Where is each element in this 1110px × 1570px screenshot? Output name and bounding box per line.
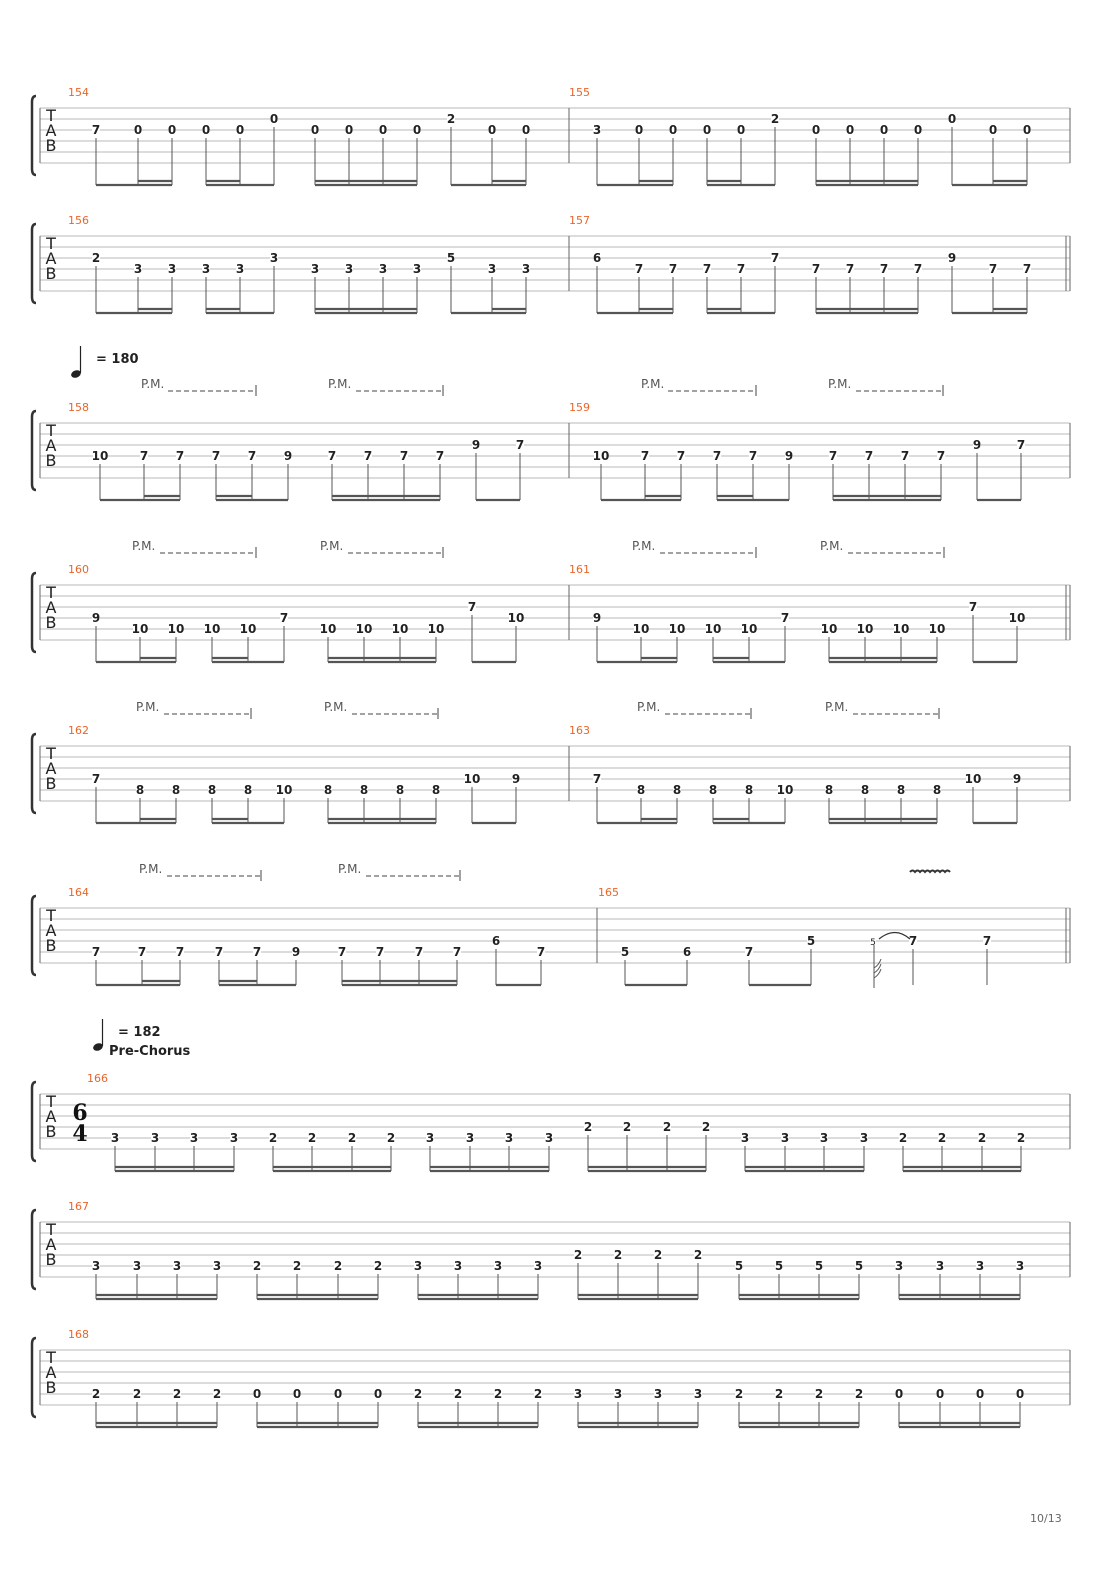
tempo-marking: = 182 <box>118 1025 161 1040</box>
fret-number: 3 <box>412 262 422 276</box>
fret-number: 9 <box>291 945 301 959</box>
fret-number: 2 <box>212 1387 222 1401</box>
fret-number: 0 <box>412 123 422 137</box>
fret-number: 3 <box>487 262 497 276</box>
palm-mute-label: P.M. <box>139 862 163 876</box>
fret-number: 9 <box>972 438 982 452</box>
fret-number: 7 <box>214 945 224 959</box>
staff-bracket <box>32 1082 36 1161</box>
fret-number: 3 <box>521 262 531 276</box>
tab-clef-letter: A <box>45 598 57 617</box>
measure-number: 160 <box>68 563 89 576</box>
fret-number: 0 <box>333 1387 343 1401</box>
fret-number: 3 <box>150 1131 160 1145</box>
system-5 <box>32 700 1070 823</box>
fret-number: 3 <box>544 1131 554 1145</box>
fret-number: 2 <box>533 1387 543 1401</box>
fret-number: 10 <box>91 449 109 463</box>
tab-clef-letter: B <box>45 264 57 283</box>
fret-number: 0 <box>378 123 388 137</box>
fret-number: 3 <box>91 1259 101 1273</box>
fret-number: 7 <box>828 449 838 463</box>
tab-clef-letter: A <box>45 121 57 140</box>
fret-number: 7 <box>137 945 147 959</box>
fret-number: 3 <box>740 1131 750 1145</box>
staff-bracket <box>32 96 36 175</box>
fret-number: 10 <box>239 622 257 636</box>
tab-clef-letter: T <box>46 744 56 763</box>
fret-number: 0 <box>894 1387 904 1401</box>
fret-number: 7 <box>327 449 337 463</box>
fret-number: 10 <box>463 772 481 786</box>
fret-number: 7 <box>668 262 678 276</box>
fret-number: 10 <box>820 622 838 636</box>
measure-number: 162 <box>68 724 89 737</box>
staff-bracket <box>32 1210 36 1289</box>
fret-number: 8 <box>932 783 942 797</box>
fret-number: 7 <box>515 438 525 452</box>
tab-clef-letter: B <box>45 1122 57 1141</box>
fret-number: 5 <box>870 938 876 948</box>
fret-number: 3 <box>533 1259 543 1273</box>
tab-clef-letter: A <box>45 921 57 940</box>
fret-number: 9 <box>1012 772 1022 786</box>
fret-number: 7 <box>676 449 686 463</box>
tab-clef-letter: B <box>45 451 57 470</box>
fret-number: 7 <box>864 449 874 463</box>
fret-number: 3 <box>592 123 602 137</box>
fret-number: 7 <box>913 262 923 276</box>
fret-number: 8 <box>431 783 441 797</box>
tab-clef-letter: B <box>45 1378 57 1397</box>
fret-number: 9 <box>471 438 481 452</box>
fret-number: 2 <box>613 1248 623 1262</box>
fret-number: 2 <box>132 1387 142 1401</box>
fret-number: 0 <box>935 1387 945 1401</box>
fret-number: 2 <box>1016 1131 1026 1145</box>
measure-number: 155 <box>569 86 590 99</box>
palm-mute-label: P.M. <box>820 539 844 553</box>
fret-number: 3 <box>413 1259 423 1273</box>
fret-number: 0 <box>913 123 923 137</box>
fret-number: 3 <box>269 251 279 265</box>
fret-number: 8 <box>824 783 834 797</box>
tab-clef-letter: T <box>46 1348 56 1367</box>
fret-number: 7 <box>211 449 221 463</box>
fret-number: 3 <box>1015 1259 1025 1273</box>
palm-mute-label: P.M. <box>320 539 344 553</box>
fret-number: 10 <box>1008 611 1026 625</box>
fret-number: 7 <box>968 600 978 614</box>
fret-number: 7 <box>399 449 409 463</box>
measure-number: 161 <box>569 563 590 576</box>
fret-number: 3 <box>235 262 245 276</box>
fret-number: 2 <box>307 1131 317 1145</box>
fret-number: 0 <box>668 123 678 137</box>
system-6 <box>32 862 1070 988</box>
fret-number: 0 <box>310 123 320 137</box>
fret-number: 7 <box>337 945 347 959</box>
measure-number: 157 <box>569 214 590 227</box>
staff-bracket <box>32 734 36 813</box>
fret-number: 2 <box>854 1387 864 1401</box>
fret-number: 3 <box>453 1259 463 1273</box>
fret-number: 2 <box>814 1387 824 1401</box>
palm-mute-label: P.M. <box>324 700 348 714</box>
fret-number: 8 <box>207 783 217 797</box>
fret-number: 2 <box>770 112 780 126</box>
fret-number: 7 <box>435 449 445 463</box>
fret-number: 7 <box>91 945 101 959</box>
fret-number: 2 <box>653 1248 663 1262</box>
fret-number: 3 <box>613 1387 623 1401</box>
fret-number: 9 <box>784 449 794 463</box>
fret-number: 7 <box>1022 262 1032 276</box>
fret-number: 8 <box>359 783 369 797</box>
fret-number: 7 <box>414 945 424 959</box>
fret-number: 10 <box>203 622 221 636</box>
fret-number: 3 <box>344 262 354 276</box>
section-label: Pre-Chorus <box>109 1044 191 1059</box>
fret-number: 7 <box>634 262 644 276</box>
fret-number: 10 <box>668 622 686 636</box>
staff-bracket <box>32 224 36 303</box>
tab-clef-letter: B <box>45 936 57 955</box>
fret-number: 0 <box>344 123 354 137</box>
vibrato-icon <box>910 871 950 873</box>
tab-clef-letter: A <box>45 1235 57 1254</box>
fret-number: 3 <box>780 1131 790 1145</box>
fret-number: 7 <box>279 611 289 625</box>
fret-number: 10 <box>507 611 525 625</box>
fret-number: 0 <box>988 123 998 137</box>
fret-number: 8 <box>708 783 718 797</box>
fret-number: 0 <box>167 123 177 137</box>
fret-number: 7 <box>748 449 758 463</box>
measure-number: 159 <box>569 401 590 414</box>
measure-number: 154 <box>68 86 89 99</box>
fret-number: 7 <box>139 449 149 463</box>
fret-number: 7 <box>936 449 946 463</box>
fret-number: 0 <box>487 123 497 137</box>
fret-number: 8 <box>171 783 181 797</box>
tab-clef-letter: A <box>45 436 57 455</box>
time-signature-top: 6 <box>72 1100 88 1126</box>
fret-number: 2 <box>373 1259 383 1273</box>
slur-arc <box>879 933 910 940</box>
fret-number: 10 <box>592 449 610 463</box>
fret-number: 3 <box>167 262 177 276</box>
fret-number: 3 <box>201 262 211 276</box>
fret-number: 2 <box>734 1387 744 1401</box>
fret-number: 3 <box>378 262 388 276</box>
fret-number: 7 <box>744 945 754 959</box>
fret-number: 3 <box>212 1259 222 1273</box>
fret-number: 7 <box>91 772 101 786</box>
fret-number: 2 <box>662 1120 672 1134</box>
fret-number: 0 <box>879 123 889 137</box>
fret-number: 7 <box>363 449 373 463</box>
fret-number: 3 <box>573 1387 583 1401</box>
fret-number: 3 <box>975 1259 985 1273</box>
fret-number: 3 <box>133 262 143 276</box>
fret-number: 8 <box>323 783 333 797</box>
fret-number: 7 <box>592 772 602 786</box>
fret-number: 8 <box>636 783 646 797</box>
fret-number: 10 <box>964 772 982 786</box>
fret-number: 3 <box>859 1131 869 1145</box>
tab-clef-letter: B <box>45 613 57 632</box>
measure-number: 163 <box>569 724 590 737</box>
fret-number: 0 <box>702 123 712 137</box>
fret-number: 3 <box>493 1259 503 1273</box>
fret-number: 0 <box>133 123 143 137</box>
fret-number: 3 <box>189 1131 199 1145</box>
fret-number: 9 <box>91 611 101 625</box>
tab-clef-letter: T <box>46 1220 56 1239</box>
fret-number: 10 <box>355 622 373 636</box>
tab-clef-letter: T <box>46 1092 56 1111</box>
fret-number: 7 <box>1016 438 1026 452</box>
palm-mute-label: P.M. <box>338 862 362 876</box>
fret-number: 8 <box>744 783 754 797</box>
tab-clef-letter: T <box>46 583 56 602</box>
fret-number: 10 <box>319 622 337 636</box>
fret-number: 3 <box>504 1131 514 1145</box>
fret-number: 2 <box>333 1259 343 1273</box>
fret-number: 7 <box>640 449 650 463</box>
measure-number: 156 <box>68 214 89 227</box>
fret-number: 7 <box>452 945 462 959</box>
fret-number: 3 <box>310 262 320 276</box>
fret-number: 7 <box>91 123 101 137</box>
tab-clef-letter: T <box>46 106 56 125</box>
fret-number: 10 <box>632 622 650 636</box>
fret-number: 3 <box>894 1259 904 1273</box>
fret-number: 6 <box>592 251 602 265</box>
fret-number: 10 <box>391 622 409 636</box>
staff-bracket <box>32 573 36 652</box>
fret-number: 5 <box>806 934 816 948</box>
fret-number: 7 <box>811 262 821 276</box>
fret-number: 2 <box>413 1387 423 1401</box>
fret-number: 5 <box>774 1259 784 1273</box>
system-7 <box>32 1019 1070 1171</box>
fret-number: 2 <box>774 1387 784 1401</box>
fret-number: 10 <box>740 622 758 636</box>
fret-number: 7 <box>900 449 910 463</box>
fret-number: 7 <box>908 934 918 948</box>
system-1 <box>32 86 1070 185</box>
fret-number: 5 <box>814 1259 824 1273</box>
measure-number: 168 <box>68 1328 89 1341</box>
fret-number: 7 <box>988 262 998 276</box>
fret-number: 0 <box>252 1387 262 1401</box>
measure-number: 164 <box>68 886 89 899</box>
palm-mute-label: P.M. <box>328 377 352 391</box>
tempo-marking: = 180 <box>96 352 139 367</box>
fret-number: 9 <box>947 251 957 265</box>
fret-number: 10 <box>131 622 149 636</box>
fret-number: 0 <box>634 123 644 137</box>
fret-number: 9 <box>592 611 602 625</box>
fret-number: 0 <box>736 123 746 137</box>
fret-number: 2 <box>453 1387 463 1401</box>
fret-number: 7 <box>252 945 262 959</box>
fret-number: 5 <box>734 1259 744 1273</box>
fret-number: 3 <box>819 1131 829 1145</box>
fret-number: 8 <box>395 783 405 797</box>
palm-mute-label: P.M. <box>136 700 160 714</box>
fret-number: 9 <box>511 772 521 786</box>
fret-number: 6 <box>491 934 501 948</box>
fret-number: 2 <box>693 1248 703 1262</box>
fret-number: 0 <box>201 123 211 137</box>
fret-number: 7 <box>702 262 712 276</box>
system-4 <box>32 539 1070 662</box>
fret-number: 8 <box>672 783 682 797</box>
fret-number: 2 <box>446 112 456 126</box>
fret-number: 7 <box>736 262 746 276</box>
fret-number: 3 <box>653 1387 663 1401</box>
fret-number: 10 <box>928 622 946 636</box>
palm-mute-label: P.M. <box>641 377 665 391</box>
measure-number: 167 <box>68 1200 89 1213</box>
fret-number: 10 <box>856 622 874 636</box>
staff-bracket <box>32 1338 36 1417</box>
fret-number: 0 <box>521 123 531 137</box>
fret-number: 7 <box>175 449 185 463</box>
fret-number: 7 <box>845 262 855 276</box>
fret-number: 7 <box>536 945 546 959</box>
page-number: 10/13 <box>1030 1512 1062 1525</box>
system-8 <box>32 1200 1070 1299</box>
fret-number: 3 <box>693 1387 703 1401</box>
palm-mute-label: P.M. <box>637 700 661 714</box>
fret-number: 2 <box>252 1259 262 1273</box>
fret-number: 0 <box>269 112 279 126</box>
fret-number: 6 <box>682 945 692 959</box>
tab-clef-letter: T <box>46 906 56 925</box>
fret-number: 0 <box>373 1387 383 1401</box>
tab-clef-letter: T <box>46 234 56 253</box>
fret-number: 3 <box>935 1259 945 1273</box>
measure-number: 165 <box>598 886 619 899</box>
fret-number: 2 <box>91 251 101 265</box>
fret-number: 3 <box>229 1131 239 1145</box>
fret-number: 2 <box>583 1120 593 1134</box>
palm-mute-label: P.M. <box>141 377 165 391</box>
system-2 <box>32 214 1070 313</box>
fret-number: 0 <box>292 1387 302 1401</box>
fret-number: 10 <box>427 622 445 636</box>
fret-number: 3 <box>110 1131 120 1145</box>
fret-number: 2 <box>701 1120 711 1134</box>
fret-number: 8 <box>896 783 906 797</box>
fret-number: 5 <box>620 945 630 959</box>
fret-number: 9 <box>283 449 293 463</box>
fret-number: 3 <box>132 1259 142 1273</box>
fret-number: 2 <box>937 1131 947 1145</box>
measure-number: 166 <box>87 1072 108 1085</box>
fret-number: 7 <box>712 449 722 463</box>
staff-bracket <box>32 896 36 975</box>
palm-mute-label: P.M. <box>132 539 156 553</box>
fret-number: 3 <box>172 1259 182 1273</box>
fret-number: 0 <box>947 112 957 126</box>
fret-number: 7 <box>780 611 790 625</box>
fret-number: 7 <box>879 262 889 276</box>
tab-clef-letter: B <box>45 1250 57 1269</box>
fret-number: 2 <box>977 1131 987 1145</box>
fret-number: 10 <box>275 783 293 797</box>
fret-number: 8 <box>135 783 145 797</box>
fret-number: 3 <box>425 1131 435 1145</box>
fret-number: 7 <box>247 449 257 463</box>
time-signature-bottom: 4 <box>72 1121 88 1147</box>
palm-mute-label: P.M. <box>825 700 849 714</box>
fret-number: 7 <box>770 251 780 265</box>
fret-number: 7 <box>467 600 477 614</box>
fret-number: 7 <box>375 945 385 959</box>
tab-clef-letter: B <box>45 136 57 155</box>
tab-clef-letter: A <box>45 1363 57 1382</box>
fret-number: 5 <box>446 251 456 265</box>
system-9 <box>32 1328 1070 1427</box>
palm-mute-label: P.M. <box>828 377 852 391</box>
measure-number: 158 <box>68 401 89 414</box>
fret-number: 2 <box>386 1131 396 1145</box>
fret-number: 5 <box>854 1259 864 1273</box>
fret-number: 8 <box>860 783 870 797</box>
fret-number: 2 <box>347 1131 357 1145</box>
fret-number: 0 <box>1015 1387 1025 1401</box>
tab-clef-letter: B <box>45 774 57 793</box>
fret-number: 10 <box>776 783 794 797</box>
fret-number: 10 <box>892 622 910 636</box>
fret-number: 0 <box>975 1387 985 1401</box>
fret-number: 2 <box>622 1120 632 1134</box>
fret-number: 2 <box>268 1131 278 1145</box>
fret-number: 2 <box>172 1387 182 1401</box>
fret-number: 0 <box>845 123 855 137</box>
tab-clef-letter: T <box>46 421 56 440</box>
fret-number: 8 <box>243 783 253 797</box>
palm-mute-label: P.M. <box>632 539 656 553</box>
fret-number: 0 <box>1022 123 1032 137</box>
tab-clef-letter: A <box>45 249 57 268</box>
fret-number: 2 <box>91 1387 101 1401</box>
fret-number: 10 <box>704 622 722 636</box>
system-3 <box>32 346 1070 500</box>
fret-number: 2 <box>898 1131 908 1145</box>
fret-number: 7 <box>175 945 185 959</box>
fret-number: 2 <box>493 1387 503 1401</box>
fret-number: 2 <box>573 1248 583 1262</box>
fret-number: 2 <box>292 1259 302 1273</box>
tab-clef-letter: A <box>45 1107 57 1126</box>
fret-number: 0 <box>235 123 245 137</box>
fret-number: 3 <box>465 1131 475 1145</box>
fret-number: 10 <box>167 622 185 636</box>
staff-bracket <box>32 411 36 490</box>
fret-number: 0 <box>811 123 821 137</box>
tab-clef-letter: A <box>45 759 57 778</box>
fret-number: 7 <box>982 934 992 948</box>
